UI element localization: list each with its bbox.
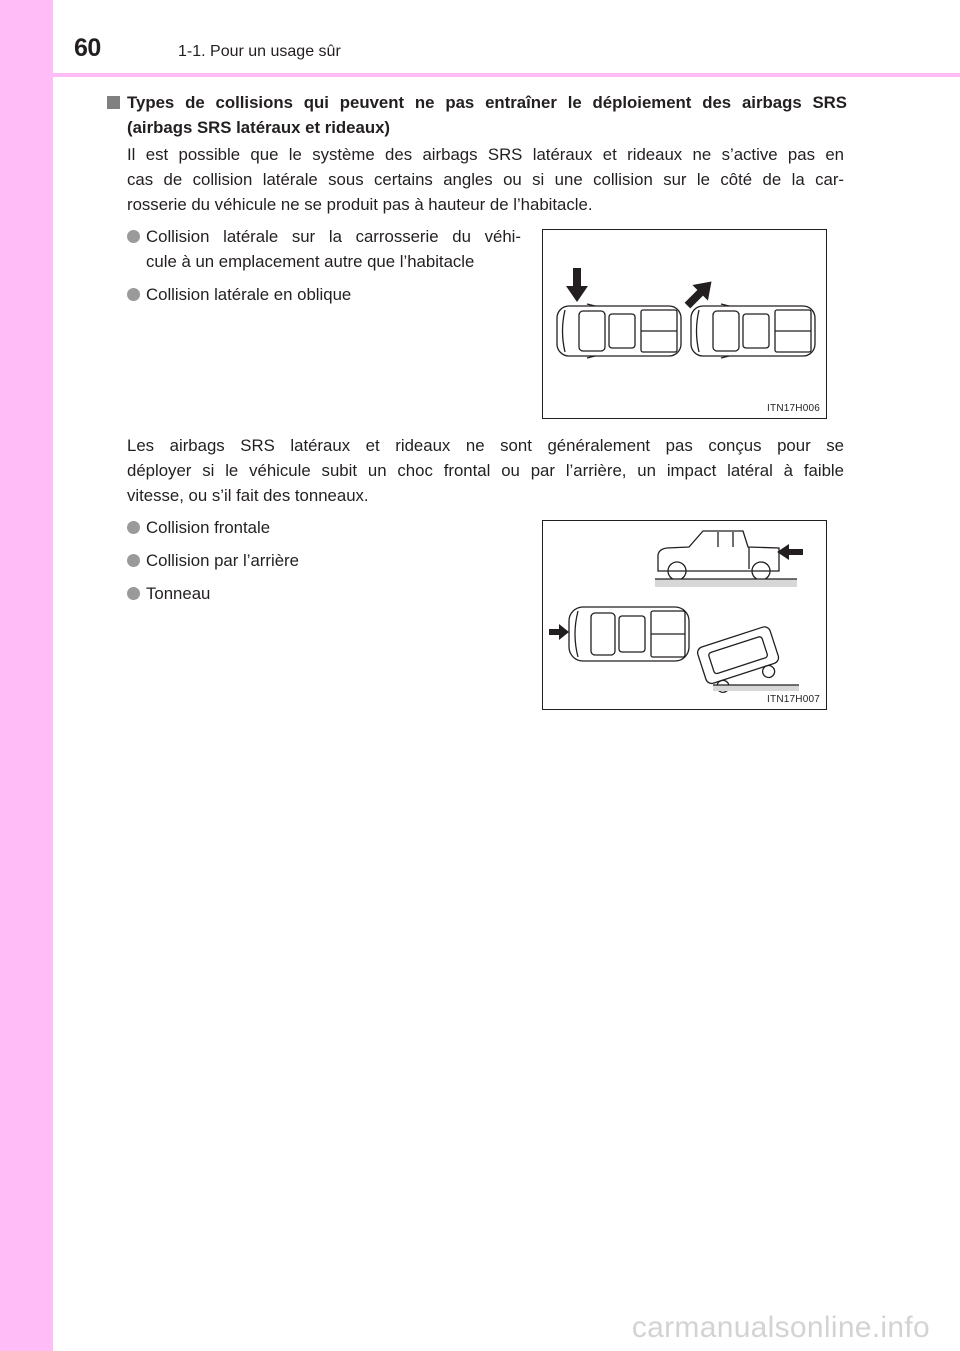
list-item-line: Collision frontale (146, 518, 271, 537)
list-item (127, 515, 507, 540)
list-item-line: Collision latérale sur la carrosserie du véhi- (146, 227, 521, 246)
figure-code: ITN17H006 (767, 403, 820, 414)
figure-other-collisions (542, 520, 827, 710)
figure-code: ITN17H007 (767, 694, 820, 705)
paragraph-line: Les airbags SRS latéraux et rideaux ne sont généralement pas conçus pour se (127, 436, 844, 455)
section-heading (107, 90, 847, 140)
paragraph-line: Il est possible que le système des airbags SRS latéraux et rideaux ne s’active pas en (127, 145, 844, 164)
paragraph-line: vitesse, ou s’il fait des tonneaux. (127, 486, 369, 505)
side-collision-illustration (543, 230, 826, 418)
other-collisions-illustration (543, 521, 826, 709)
list-item-line: cule à un emplacement autre que l’habitacle (146, 252, 475, 271)
heading-line-1: Types de collisions qui peuvent ne pas entraîner le déploiement des airbags SRS (127, 93, 847, 112)
paragraph-line: rosserie du véhicule ne se produit pas à hauteur de l’habitacle. (127, 195, 593, 214)
list-item (127, 282, 521, 307)
header-rule (0, 73, 960, 77)
bullet-icon (127, 554, 140, 567)
bullet-icon (127, 521, 140, 534)
watermark: carmanualsonline.info (631, 1311, 930, 1344)
bullet-icon (127, 288, 140, 301)
page-number: 60 (74, 34, 101, 62)
paragraph-not-designed (127, 433, 844, 508)
left-margin-band (0, 0, 53, 1351)
list-item (127, 224, 521, 274)
figure-side-collision (542, 229, 827, 419)
list-item (127, 581, 507, 606)
list-item-line: Tonneau (146, 584, 211, 603)
paragraph-line: déployer si le véhicule subit un choc frontal ou par l’arrière, un impact latéral à faible (127, 461, 844, 480)
list-item (127, 548, 507, 573)
paragraph-line: cas de collision latérale sous certains angles ou si une collision sur le côté de la car- (127, 170, 844, 189)
paragraph-side-airbags (127, 142, 844, 217)
bullet-icon (127, 230, 140, 243)
list-item-line: Collision par l’arrière (146, 551, 299, 570)
bullet-icon (127, 587, 140, 600)
list-item-line: Collision latérale en oblique (146, 285, 352, 304)
heading-line-2: (airbags SRS latéraux et rideaux) (127, 118, 391, 137)
section-title: 1-1. Pour un usage sûr (178, 43, 341, 60)
heading-square-icon (107, 96, 120, 109)
